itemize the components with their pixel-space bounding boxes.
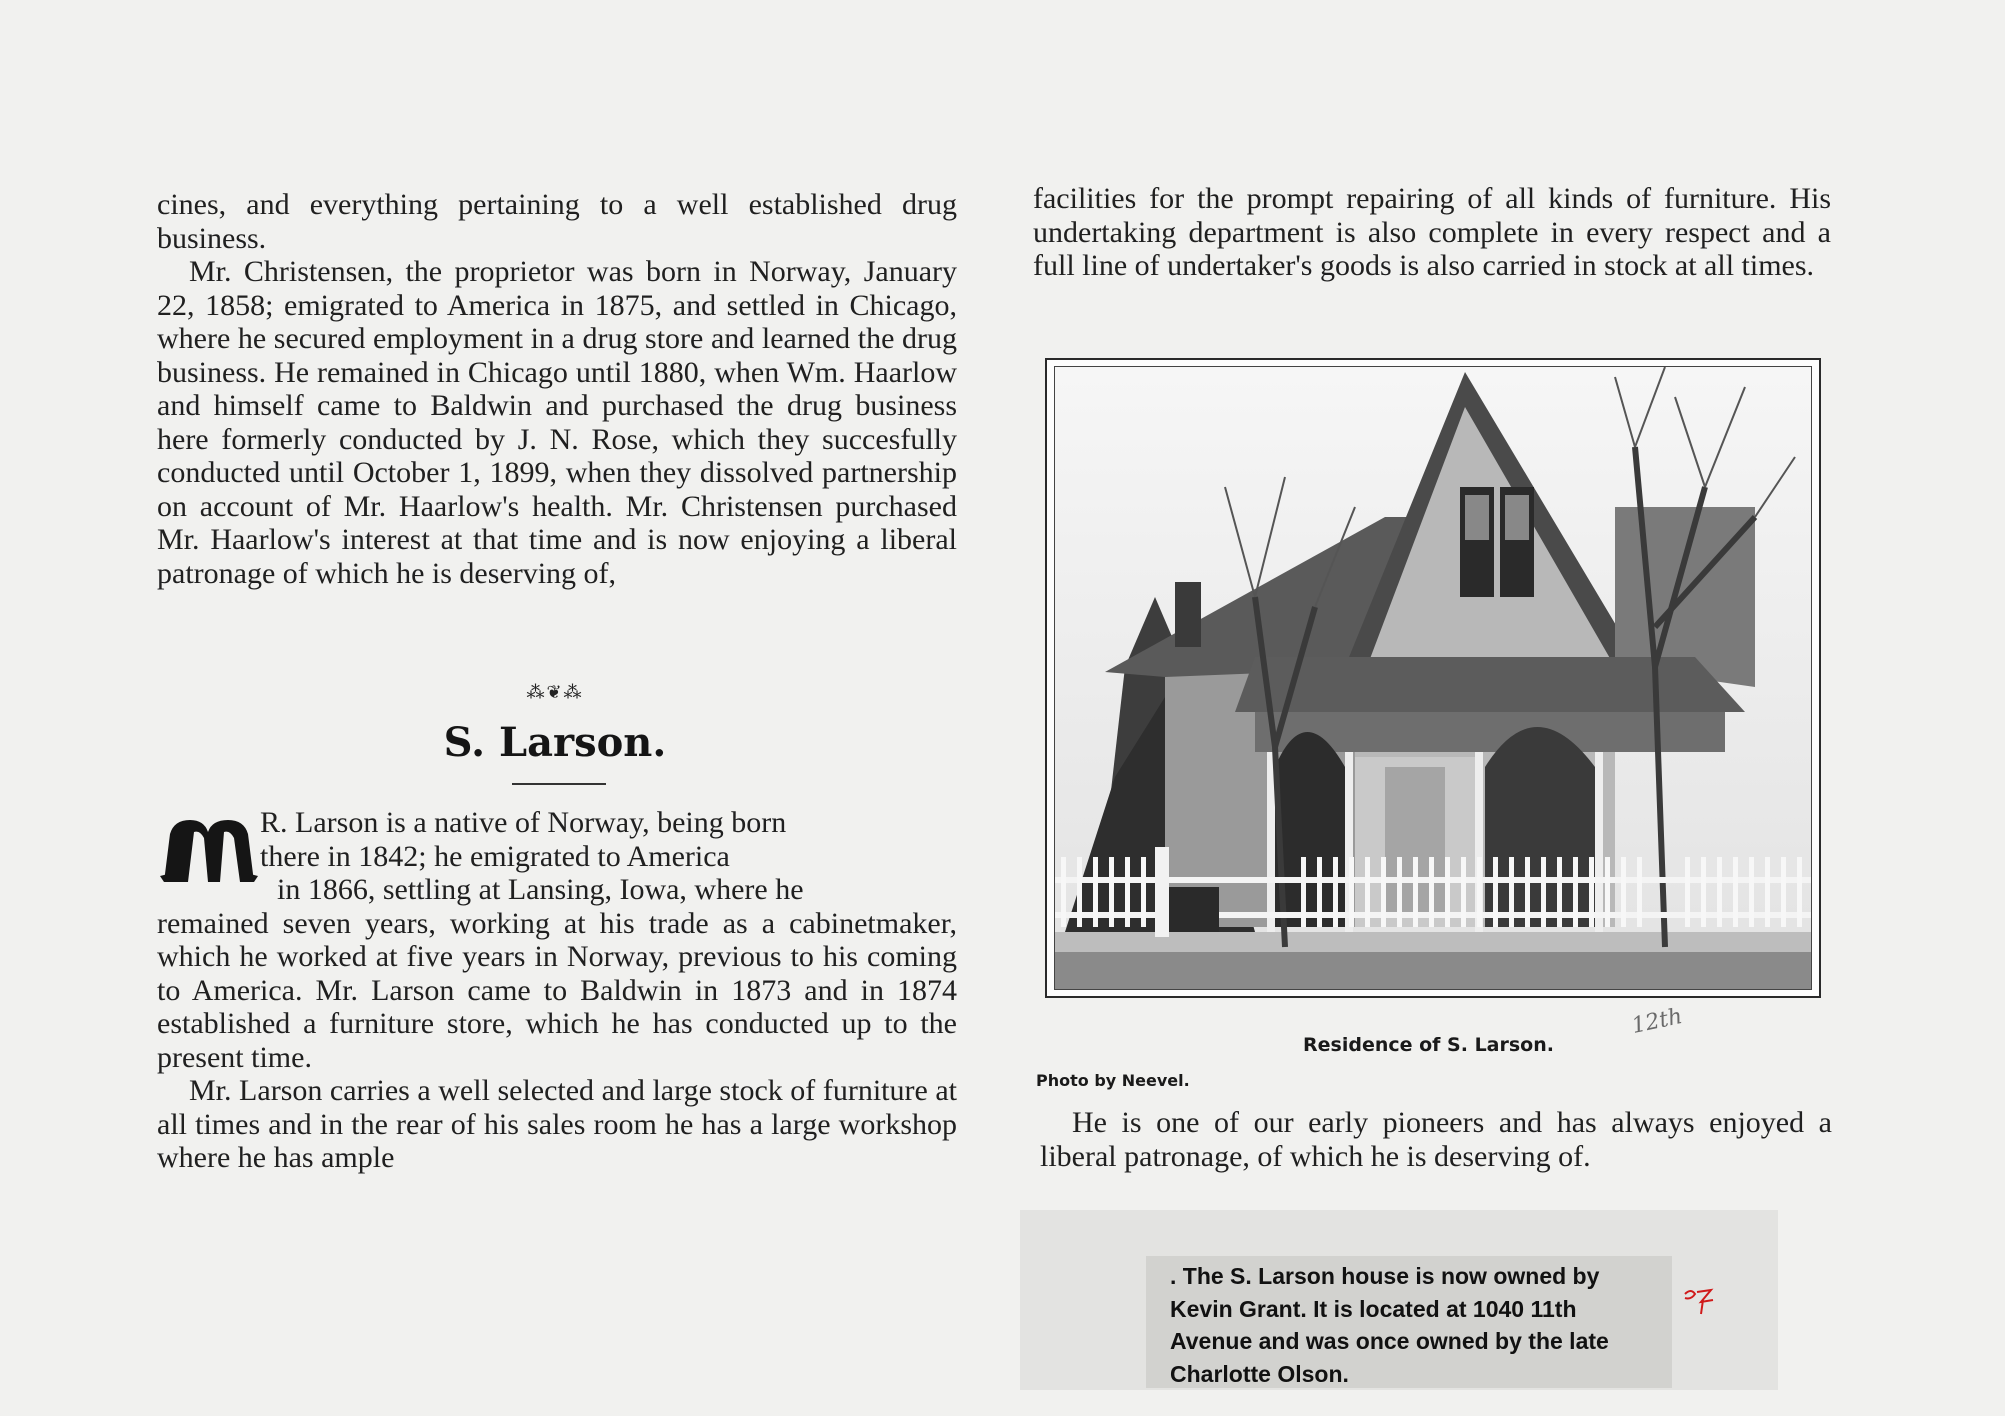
right-paragraph-top: facilities for the prompt repairing of all kinds of furniture. His undertaking department is also complete in every respect and a full line of undertaker's goods is also carried in stock at all times. [1033,182,1831,282]
left-paragraph-1: cines, and everything pertaining to a well established drug business. [157,188,957,255]
residence-photo-image [1054,366,1812,990]
red-pen-mark-icon [1681,1286,1717,1316]
residence-photo [1045,358,1821,998]
larson-paragraph-2: Mr. Larson carries a well selected and large stock of furniture at all times and in the rear of his sales room he has a large workshop where he has ample [157,1074,957,1174]
section-heading: S. Larson. [443,719,667,766]
newspaper-clipping: . The S. Larson house is now owned by Kevin Grant. It is located at 1040 11th Avenue and was once owned by the late Charlotte Olson. [1146,1256,1672,1388]
larson-line-1: R. Larson is a native of Norway, being born [260,806,787,839]
photo-caption: Residence of S. Larson. [1303,1034,1554,1056]
right-column-bottom-text [1040,1106,1832,1173]
larson-line-2: there in 1842; he emigrated to America [260,839,730,873]
larson-paragraph-1-rest: remained seven years, working at his trade as a cabinetmaker, which he worked at five years in Norway, previous to his coming to America. Mr. Larson came to Baldwin in 1873 and in 1874 established a furniture store, which he has conducted up to the present time. [157,906,957,1074]
larson-biography [157,806,957,1175]
left-paragraph-2: Mr. Christensen, the proprietor was born in Norway, January 22, 1858; emigrated to America in 1875, and settled in Chicago, where he secured employment in a drug store and learned the drug business. He remained in Chicago until 1880, when Wm. Haarlow and himself came to Baldwin and purchased the drug business here formerly conducted by J. N. Rose, which they succesfully conducted until October 1, 1899, when they dissolved partnership on account of Mr. Haarlow's health. Mr. Christensen purchased Mr. Haarlow's interest at that time and is now enjoying a liberal patronage of which he is deserving of, [157,255,957,590]
right-column-top-text [1033,182,1831,283]
photo-credit: Photo by Neevel. [1036,1071,1190,1090]
ornament-divider: ⁂❦⁂ [526,682,584,702]
larson-line-3: in 1866, settling at Lansing, Iowa, where he [277,873,804,906]
heading-rule [512,783,606,785]
left-column-text [157,188,957,590]
right-paragraph-bottom: He is one of our early pioneers and has always enjoyed a liberal patronage, of which he is deserving of. [1040,1106,1832,1173]
handwritten-note: 12th [1629,1003,1685,1040]
